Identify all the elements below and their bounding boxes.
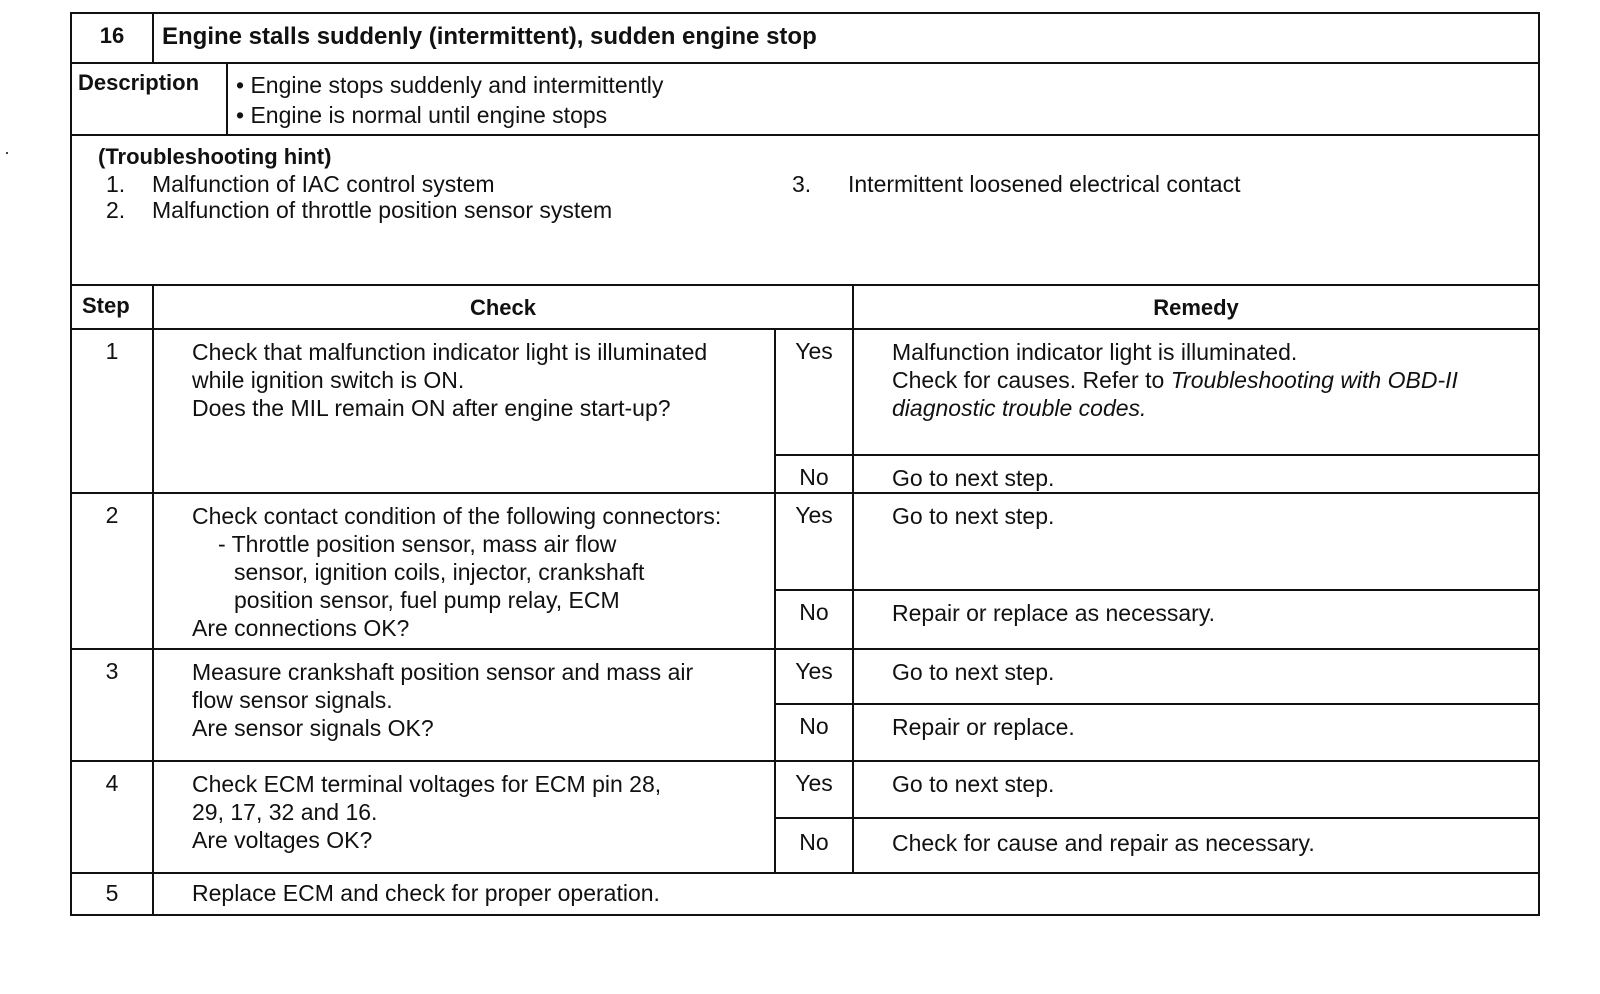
hint-heading: (Troubleshooting hint): [98, 144, 332, 169]
yes-label: Yes: [776, 330, 852, 456]
step-check: Replace ECM and check for proper operation.: [192, 880, 660, 906]
check-line: Are voltages OK?: [192, 827, 373, 853]
step-row-final: [72, 874, 1538, 914]
yes-remedy: Go to next step.: [854, 494, 1538, 591]
procedure-title: Engine stalls suddenly (intermittent), sudden engine stop: [162, 23, 817, 50]
procedure-number: 16: [72, 14, 154, 62]
no-remedy: Repair or replace as necessary.: [892, 600, 1215, 626]
hint-item-number: 2.: [106, 197, 126, 223]
step-row: [70, 328, 1540, 492]
yes-label: Yes: [776, 494, 852, 591]
remedy-column: [854, 330, 1538, 492]
remedy-column: [854, 494, 1538, 648]
description-item: • Engine stops suddenly and intermittently: [236, 72, 664, 98]
no-label: No: [799, 713, 829, 739]
hint-item-text: Intermittent loosened electrical contact: [848, 171, 1241, 197]
remedy-line: Malfunction indicator light is illuminated.: [892, 339, 1298, 365]
troubleshooting-hint-section: [70, 134, 1540, 284]
column-header-row: [70, 284, 1540, 328]
check-line: Measure crankshaft position sensor and mass air: [192, 659, 694, 685]
check-line: Check that malfunction indicator light is illuminated: [192, 339, 708, 365]
step-number: 1: [72, 330, 154, 492]
column-header-remedy: Remedy: [1153, 295, 1239, 320]
troubleshooting-table: [70, 12, 1540, 916]
stray-mark: [6, 152, 8, 154]
check-line: 29, 17, 32 and 16.: [192, 799, 378, 825]
remedy-column: [854, 650, 1538, 760]
step-number: 2: [72, 494, 154, 648]
step-number: 4: [72, 762, 154, 872]
yes-no-column: [776, 330, 854, 492]
check-line: flow sensor signals.: [192, 687, 393, 713]
check-sub-line: position sensor, fuel pump relay, ECM: [234, 587, 620, 613]
hint-item-number: 1.: [106, 171, 126, 197]
step-check: [154, 494, 776, 648]
yes-remedy: Go to next step.: [854, 762, 1538, 819]
no-label: No: [799, 464, 829, 490]
yes-no-column: [776, 650, 854, 760]
no-remedy: Repair or replace.: [892, 714, 1075, 740]
yes-label: Yes: [776, 762, 852, 819]
check-line: while ignition switch is ON.: [192, 367, 465, 393]
column-header-check: Check: [154, 286, 854, 328]
remedy-reference: Troubleshooting with OBD-II: [1170, 367, 1458, 393]
no-label: No: [799, 599, 829, 625]
description-label: Description: [72, 64, 228, 134]
step-row: [70, 492, 1540, 648]
step-number: 5: [72, 874, 154, 914]
no-remedy: Go to next step.: [892, 465, 1055, 491]
description-row: [70, 62, 1540, 134]
step-row: [70, 648, 1540, 760]
table-header-row: [70, 12, 1540, 62]
yes-label: Yes: [776, 650, 852, 705]
step-row: [70, 760, 1540, 872]
check-sub-line: sensor, ignition coils, injector, crankshaft: [234, 559, 645, 585]
hint-item-number: 3.: [792, 171, 812, 197]
column-header-step: Step: [72, 286, 154, 328]
check-line: Check ECM terminal voltages for ECM pin 28,: [192, 771, 662, 797]
check-line: Are connections OK?: [192, 615, 410, 641]
check-line: Check contact condition of the following connectors:: [192, 503, 722, 529]
check-sub-line: - Throttle position sensor, mass air flow: [218, 531, 617, 557]
step-check: [154, 762, 776, 872]
remedy-column: [854, 762, 1538, 872]
check-line: Are sensor signals OK?: [192, 715, 434, 741]
description-item: • Engine is normal until engine stops: [236, 102, 608, 128]
remedy-text: Check for causes. Refer to: [892, 367, 1171, 393]
step-number: 3: [72, 650, 154, 760]
remedy-line: [892, 366, 1538, 394]
yes-remedy: [854, 330, 1538, 456]
step-check: [154, 330, 776, 492]
hint-item-text: Malfunction of IAC control system: [152, 171, 495, 197]
hint-item-text: Malfunction of throttle position sensor system: [152, 197, 613, 223]
description-items: [228, 64, 663, 134]
no-remedy: Check for cause and repair as necessary.: [892, 830, 1315, 856]
yes-remedy: Go to next step.: [854, 650, 1538, 705]
check-line: Does the MIL remain ON after engine start-up?: [192, 395, 671, 421]
yes-no-column: [776, 494, 854, 648]
remedy-reference: diagnostic trouble codes.: [892, 395, 1147, 421]
step-check: [154, 650, 776, 760]
yes-no-column: [776, 762, 854, 872]
step-row: [70, 872, 1540, 916]
no-label: No: [799, 829, 829, 855]
